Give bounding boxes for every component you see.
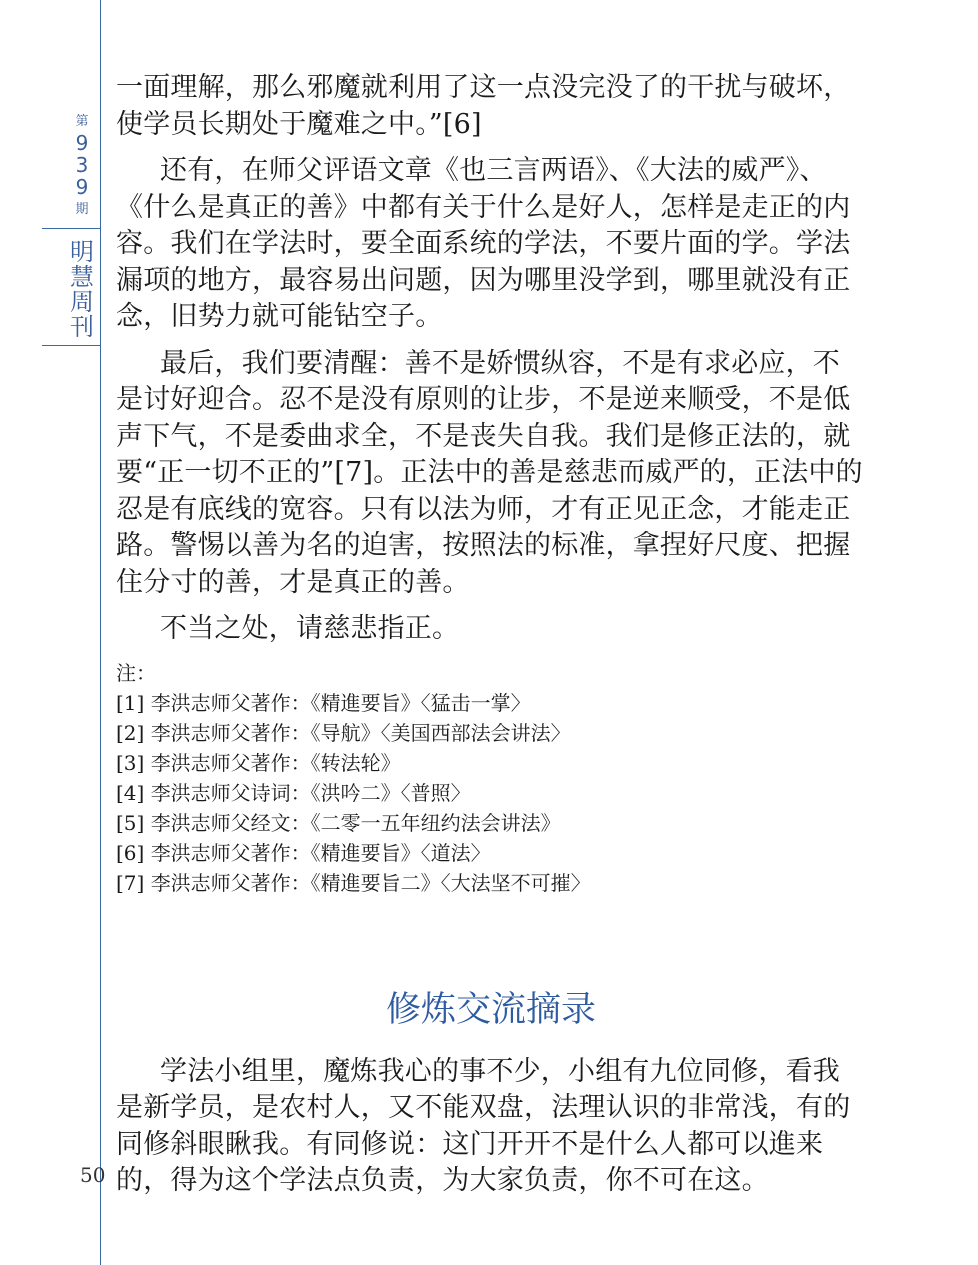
notes-label: 注： — [116, 660, 156, 685]
paragraph: 不当之处，请慈悲指正。 — [160, 613, 460, 644]
publication-title-char: 刊 — [70, 313, 94, 341]
paragraph: 最后，我们要清醒：善不是娇惯纵容，不是有求必应，不是讨好迎合。忍不是没有原则的让步，不是逆来顺受，不是低声下气，不是委曲求全，不是丧失自我。我们是修正法的，就要“正一切不正的”[7]。正法中的善是慈悲而威严的，正法中的忍是有底线的宽容。只有以法为师，才有正见正念，才能走正路。警惕以善为名的迫害，按照法的标准，拿捏好尺度、把握住分寸的善，才是真正的善。 — [116, 347, 863, 598]
paragraph: 还有，在师父评语文章《也三言两语》、《大法的威严》、《什么是真正的善》中都有关于什么是好人，怎样是走正的内容。我们在学法时，要全面系统的学法，不要片面的学。学法漏项的地方，最容易出问题，因为哪里没学到，哪里就没有正念，旧势力就可能钻空子。 — [116, 155, 851, 332]
note-item: [3] 李洪志师父著作：《转法轮》 — [116, 750, 401, 775]
article-body — [116, 70, 866, 1200]
section-title: 修炼交流摘录 — [385, 989, 596, 1030]
note-item: [2] 李洪志师父著作：《导航》〈美国西部法会讲法〉 — [116, 720, 571, 745]
issue-digit: 9 — [75, 175, 89, 199]
page-number: 50 — [80, 1163, 106, 1187]
issue-marker — [62, 112, 102, 222]
note-item: [6] 李洪志师父著作：《精進要旨》〈道法〉 — [116, 840, 491, 865]
side-rule-bottom — [42, 345, 100, 346]
issue-prefix: 第 — [75, 114, 89, 129]
issue-digit: 9 — [75, 131, 89, 155]
publication-title-char: 明 — [70, 238, 94, 266]
publication-title-char: 慧 — [70, 263, 94, 291]
notes-list — [116, 688, 866, 898]
issue-suffix: 期 — [75, 202, 89, 217]
publication-title-char: 周 — [70, 288, 94, 316]
note-item: [7] 李洪志师父著作：《精進要旨二》〈大法坚不可摧〉 — [116, 870, 591, 895]
paragraph: 一面理解，那么邪魔就利用了这一点没完没了的干扰与破坏，使学员长期处于魔难之中。”[6] — [116, 72, 851, 140]
side-rule-top — [42, 228, 100, 229]
note-item: [5] 李洪志师父经文：《二零一五年纽约法会讲法》 — [116, 810, 561, 835]
note-item: [4] 李洪志师父诗词：《洪吟二》〈普照〉 — [116, 780, 471, 805]
issue-digit: 3 — [75, 153, 89, 177]
publication-title — [62, 240, 102, 340]
note-item: [1] 李洪志师父著作：《精進要旨》〈猛击一掌〉 — [116, 690, 531, 715]
section-paragraph: 学法小组里，魔炼我心的事不少，小组有九位同修，看我是新学员，是农村人，又不能双盘，法理认识的非常浅，有的同修斜眼瞅我。有同修说：这门开开不是什么人都可以進来的，得为这个学法点负责，为大家负责，你不可在这。 — [116, 1055, 851, 1196]
